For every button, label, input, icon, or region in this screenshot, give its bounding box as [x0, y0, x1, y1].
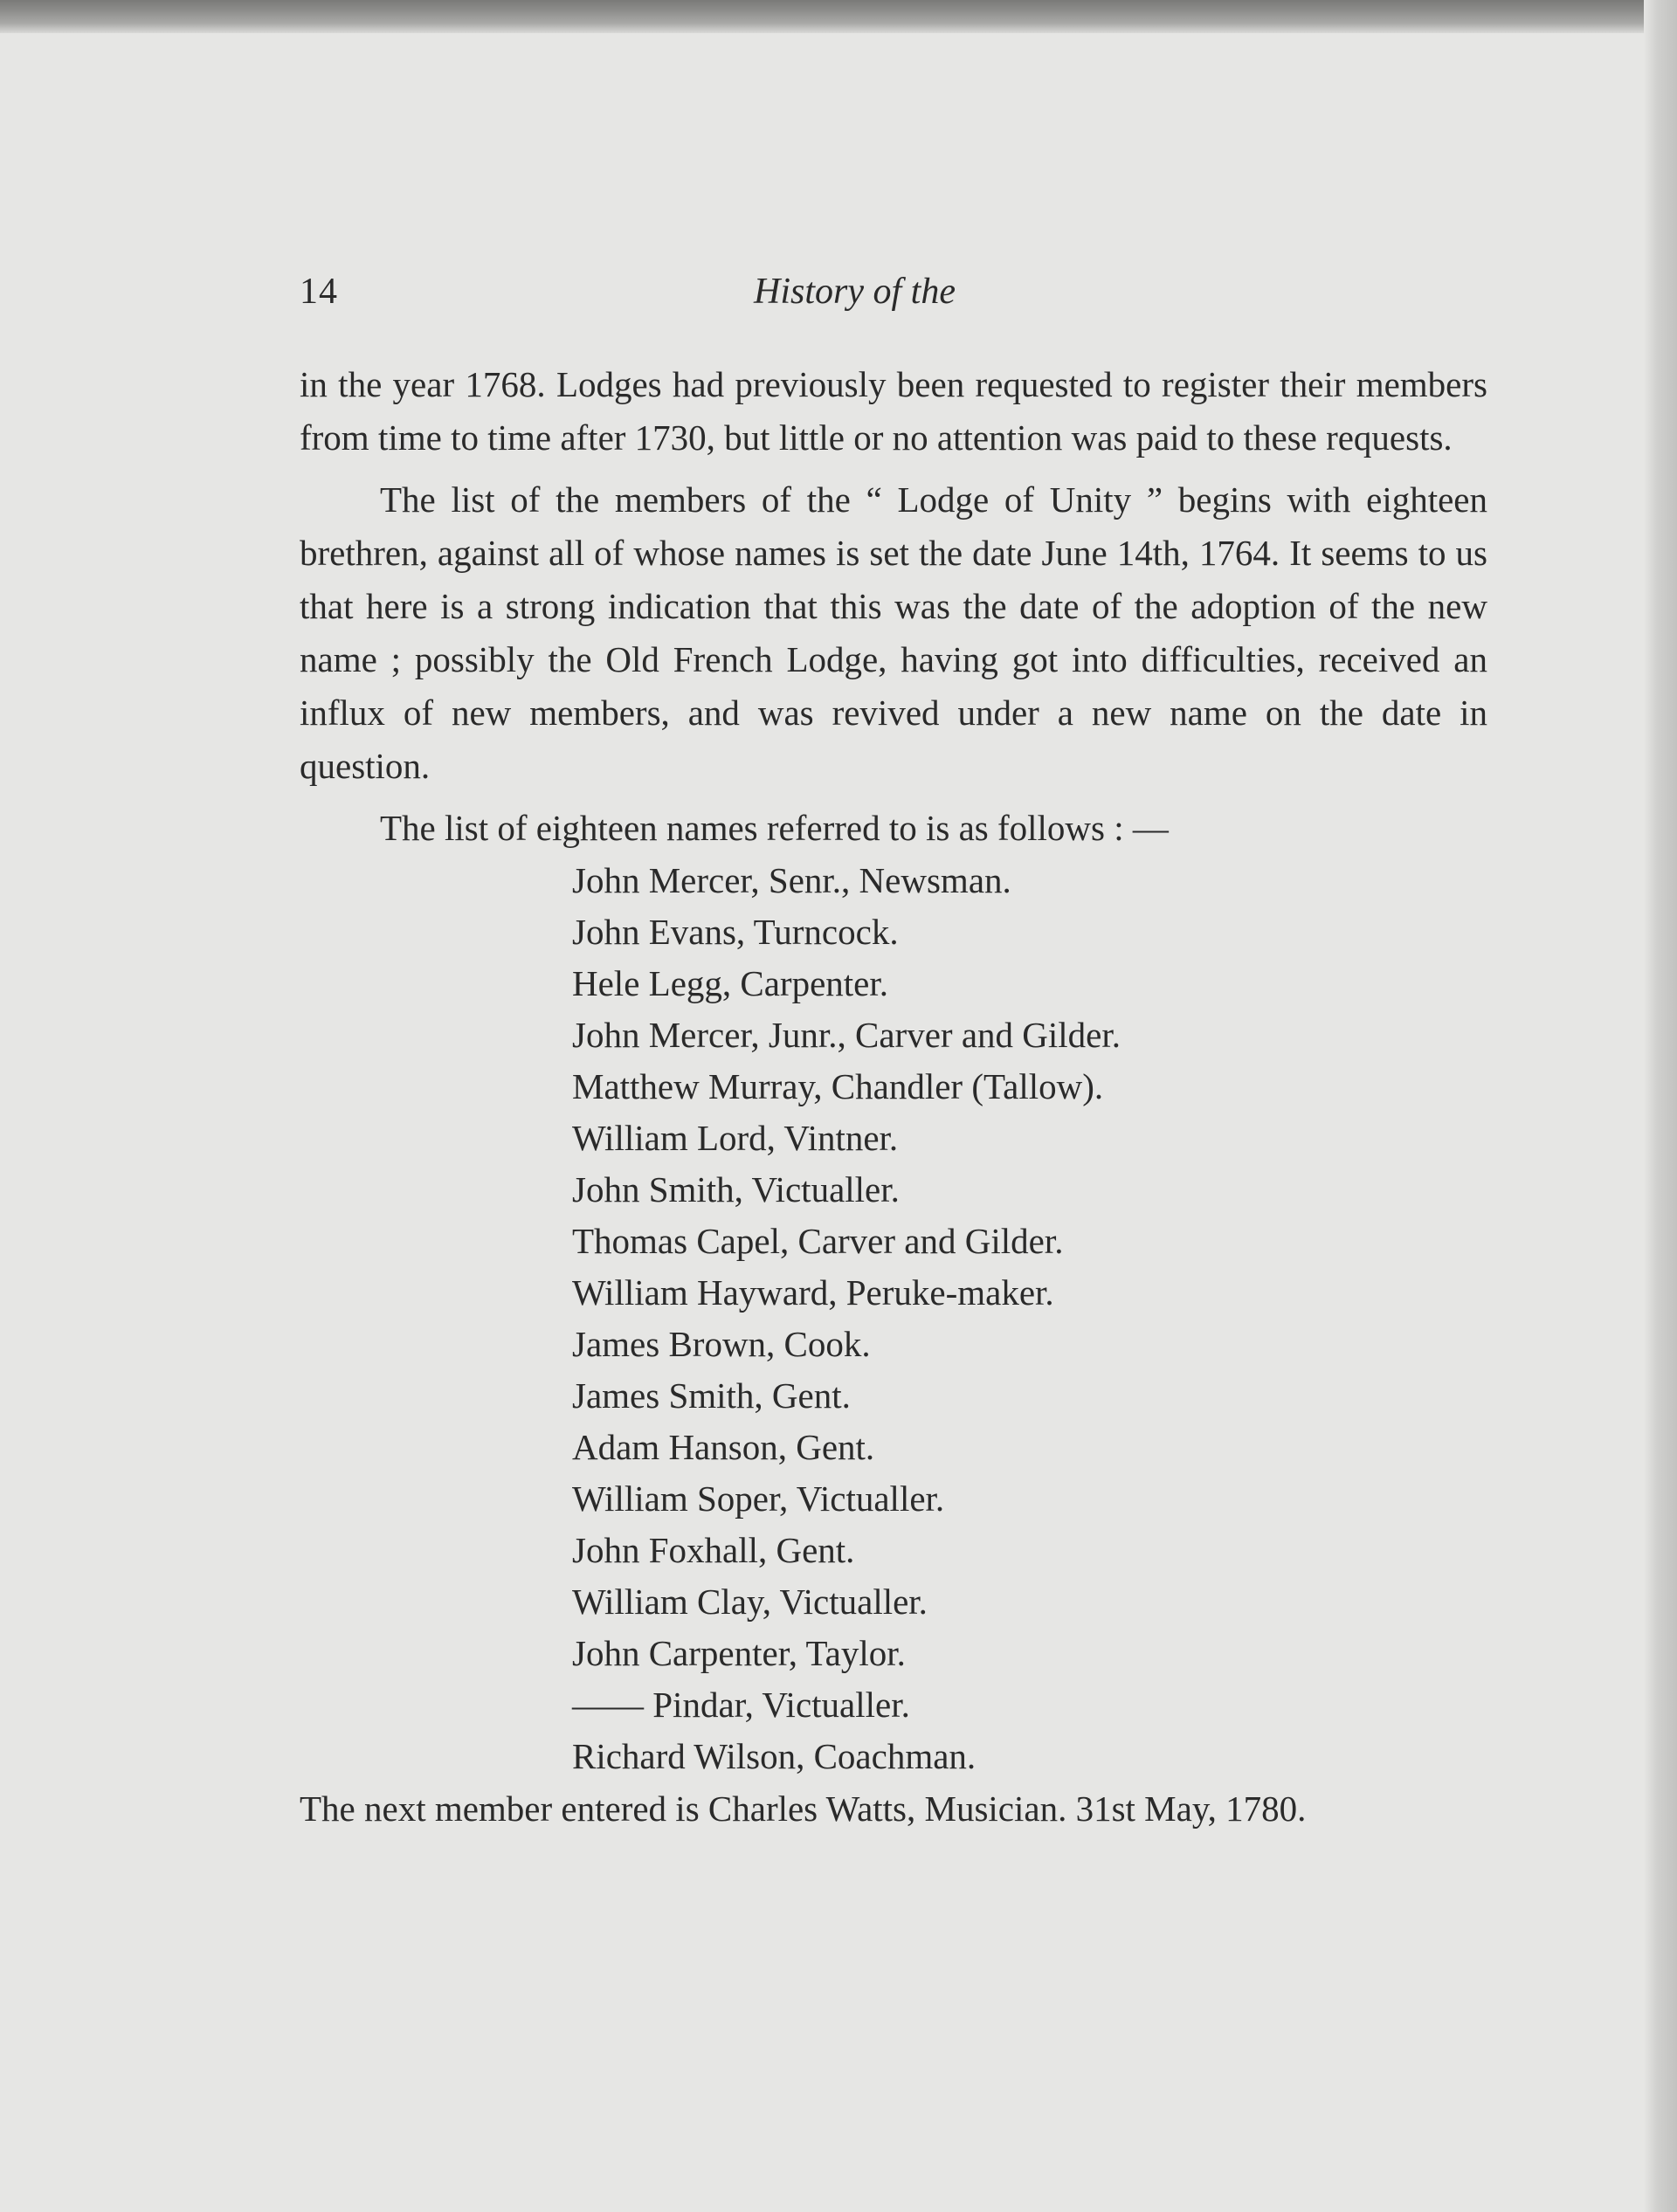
member-name-9: William Hayward, Peruke-maker.: [572, 1272, 1054, 1313]
member-name-7: John Smith, Victualler.: [572, 1169, 900, 1209]
paragraph-1: in the year 1768. Lodges had previously been requested to register their members from time to time after 1730, but little or no attention was paid to these requests.: [300, 364, 1487, 458]
list-intro: The list of eighteen names referred to is as follows : —: [380, 808, 1169, 848]
member-name-4: John Mercer, Junr., Carver and Gilder.: [572, 1015, 1121, 1055]
member-name-1: John Mercer, Senr., Newsman.: [572, 860, 1011, 900]
page-right-edge-shadow: [1644, 0, 1677, 2212]
member-name-8: Thomas Capel, Carver and Gilder.: [572, 1221, 1064, 1261]
member-name-12: Adam Hanson, Gent.: [572, 1427, 875, 1467]
closing-line: The next member entered is Charles Watts, Musician. 31st May, 1780.: [300, 1788, 1307, 1829]
member-name-11: James Smith, Gent.: [572, 1375, 851, 1416]
page-top-edge-shadow: [0, 0, 1677, 33]
paragraph-2: The list of the members of the “ Lodge of Unity ” begins with eighteen brethren, against all of whose names is set the date June 14th, 1764. It seems to us that here is a strong indication that this was the date of the adoption of the new name ; possibly the Old French Lodge, having got into difficulties, received an influx of new members, and was revived under a new name on the date in question.: [300, 479, 1487, 786]
running-title: History of the: [754, 272, 956, 312]
member-name-14: John Foxhall, Gent.: [572, 1530, 855, 1570]
member-names-list: [300, 855, 1487, 1782]
member-name-13: William Soper, Victualler.: [572, 1478, 945, 1519]
member-name-6: William Lord, Vintner.: [572, 1118, 899, 1158]
member-name-15: William Clay, Victualler.: [572, 1581, 928, 1622]
member-name-18: Richard Wilson, Coachman.: [572, 1736, 977, 1776]
member-name-3: Hele Legg, Carpenter.: [572, 963, 889, 1003]
member-name-10: James Brown, Cook.: [572, 1324, 871, 1364]
member-name-2: John Evans, Turncock.: [572, 912, 899, 952]
member-name-17: —— Pindar, Victualler.: [572, 1685, 910, 1725]
running-head: [300, 271, 1487, 323]
member-name-16: John Carpenter, Taylor.: [572, 1633, 906, 1673]
body-text: [300, 358, 1487, 1836]
page-number: 14: [300, 272, 338, 312]
member-name-5: Matthew Murray, Chandler (Tallow).: [572, 1066, 1104, 1106]
